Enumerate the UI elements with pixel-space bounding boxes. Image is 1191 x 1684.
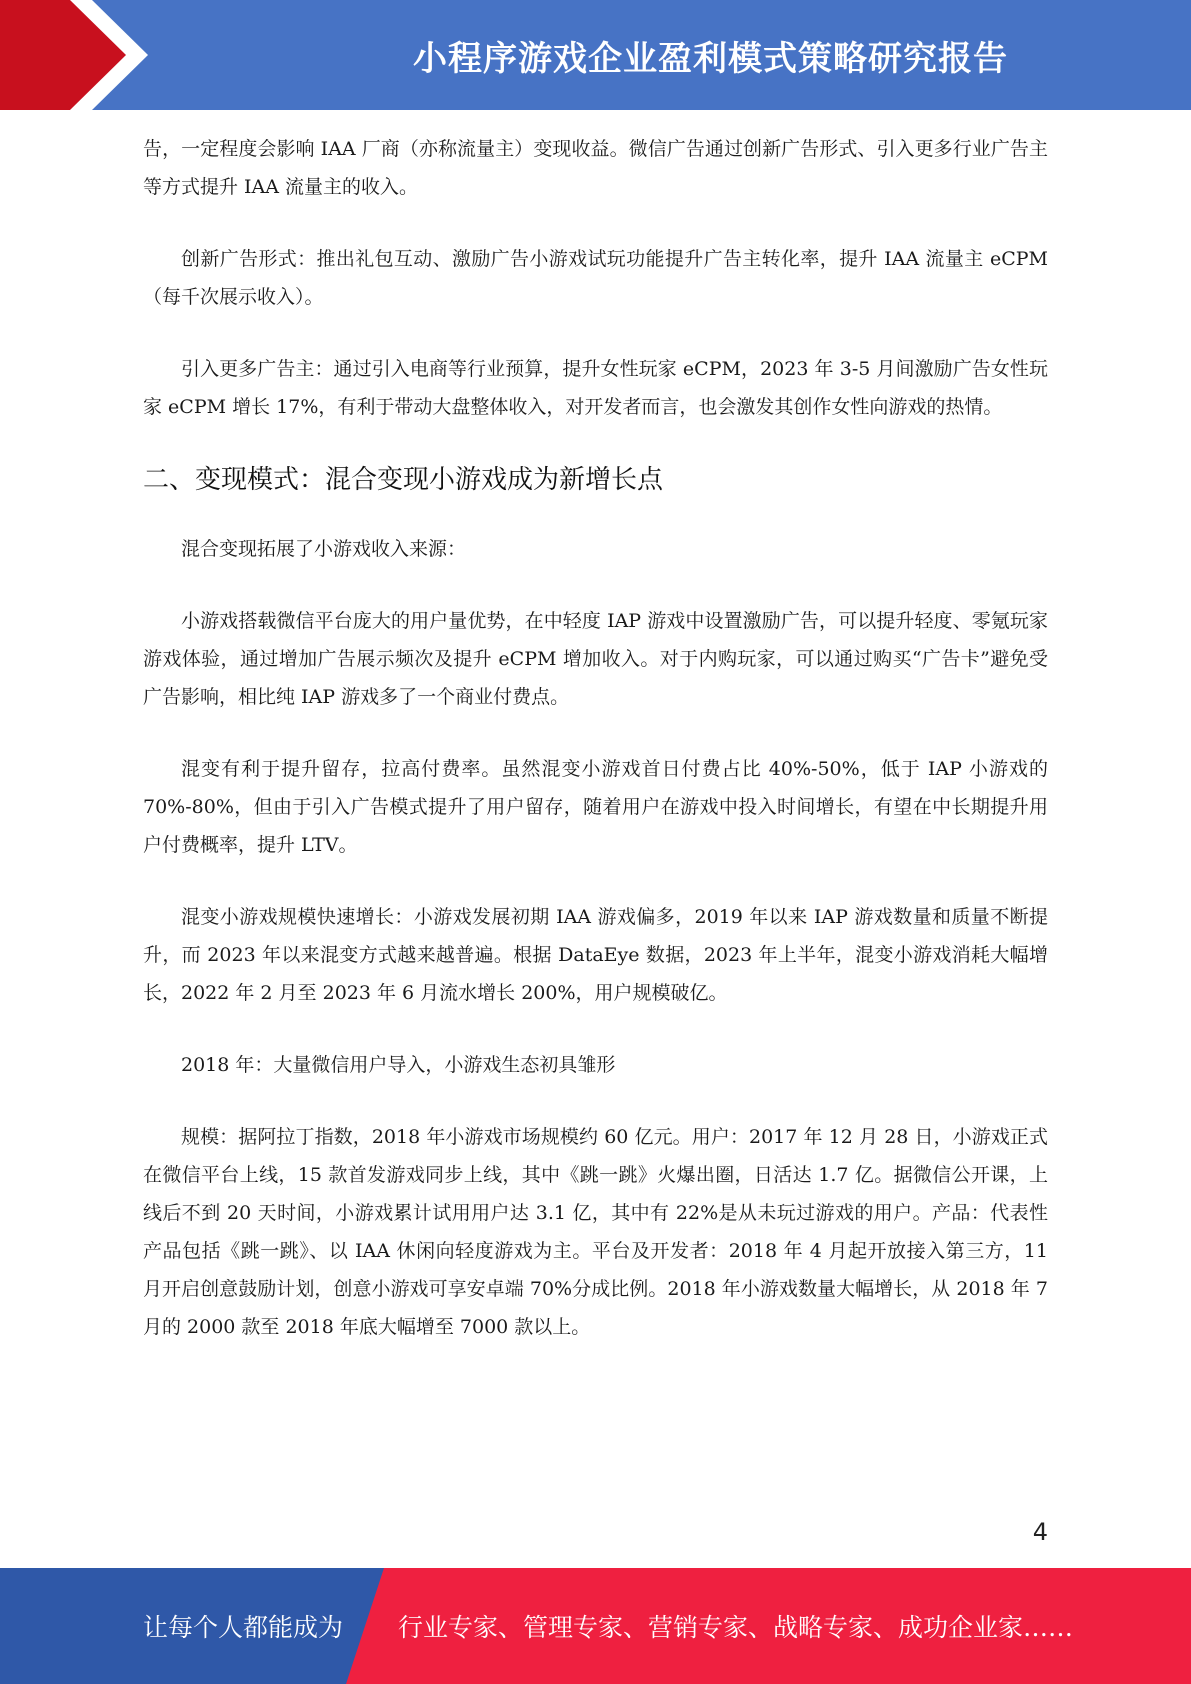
header-arrow-decoration xyxy=(0,0,240,110)
paragraph-hybrid-revenue: 混合变现拓展了小游戏收入来源： xyxy=(181,538,467,560)
page-footer xyxy=(0,1568,1191,1684)
paragraph-wechat-advantage: 小游戏搭载微信平台庞大的用户量优势，在中轻度 IAP 游戏中设置激励广告，可以提升轻度、零氪玩家游戏体验，通过增加广告展示频次及提升 eCPM 增加收入。对于内购玩家，可以通过购买“广告卡”避免受广告影响，相比纯 IAP 游戏多了一个商业付费点。 xyxy=(143,610,1048,708)
paragraph-continued: 告，一定程度会影响 IAA 厂商（亦称流量主）变现收益。微信广告通过创新广告形式、引入更多行业广告主等方式提升 IAA 流量主的收入。 xyxy=(143,138,1048,198)
paragraph-growth: 混变小游戏规模快速增长：小游戏发展初期 IAA 游戏偏多，2019 年以来 IAP 游戏数量和质量不断提升，而 2023 年以来混变方式越来越普遍。根据 DataEye 数据，2023 年上半年，混变小游戏消耗大幅增长，2022 年 2 月至 2023 年 6 月流水增长 200%，用户规模破亿。 xyxy=(143,906,1048,1004)
paragraph-2018-detail: 规模：据阿拉丁指数，2018 年小游戏市场规模约 60 亿元。用户：2017 年 12 月 28 日，小游戏正式在微信平台上线，15 款首发游戏同步上线，其中《跳一跳》火爆出圈，日活达 1.7 亿。据微信公开课，上线后不到 20 天时间，小游戏累计试用用户达 3.1 亿，其中有 22%是从未玩过游戏的用户。产品：代表性产品包括《跳一跳》、以 IAA 休闲向轻度游戏为主。平台及开发者：2018 年 4 月起开放接入第三方，11 月开启创意鼓励计划，创意小游戏可享安卓端 70%分成比例。2018 年小游戏数量大幅增长，从 2018 年 7 月的 2000 款至 2018 年底大幅增至 7000 款以上。 xyxy=(143,1126,1048,1338)
paragraph-innovative-ad-format: 创新广告形式：推出礼包互动、激励广告小游戏试玩功能提升广告主转化率，提升 IAA 流量主 eCPM（每千次展示收入）。 xyxy=(143,248,1048,308)
paragraph-more-advertisers: 引入更多广告主：通过引入电商等行业预算，提升女性玩家 eCPM，2023 年 3-5 月间激励广告女性玩家 eCPM 增长 17%，有利于带动大盘整体收入，对开发者而言，也会激发其创作女性向游戏的热情。 xyxy=(143,358,1048,418)
paragraph-retention: 混变有利于提升留存，拉高付费率。虽然混变小游戏首日付费占比 40%-50%，低于 IAP 小游戏的 70%-80%，但由于引入广告模式提升了用户留存，随着用户在游戏中投入时间增长，有望在中长期提升用户付费概率，提升 LTV。 xyxy=(143,758,1048,856)
footer-slogan-right: 行业专家、管理专家、营销专家、战略专家、成功企业家…… xyxy=(398,1613,1074,1642)
page-content xyxy=(143,130,1048,1380)
footer-slogan-left: 让每个人都能成为 xyxy=(143,1613,344,1642)
page-header xyxy=(0,0,1191,110)
section-heading: 二、变现模式：混合变现小游戏成为新增长点 xyxy=(143,465,664,495)
report-title: 小程序游戏企业盈利模式策略研究报告 xyxy=(413,38,1008,79)
page-number: 4 xyxy=(1032,1518,1048,1546)
paragraph-2018-title: 2018 年：大量微信用户导入，小游戏生态初具雏形 xyxy=(181,1054,616,1076)
